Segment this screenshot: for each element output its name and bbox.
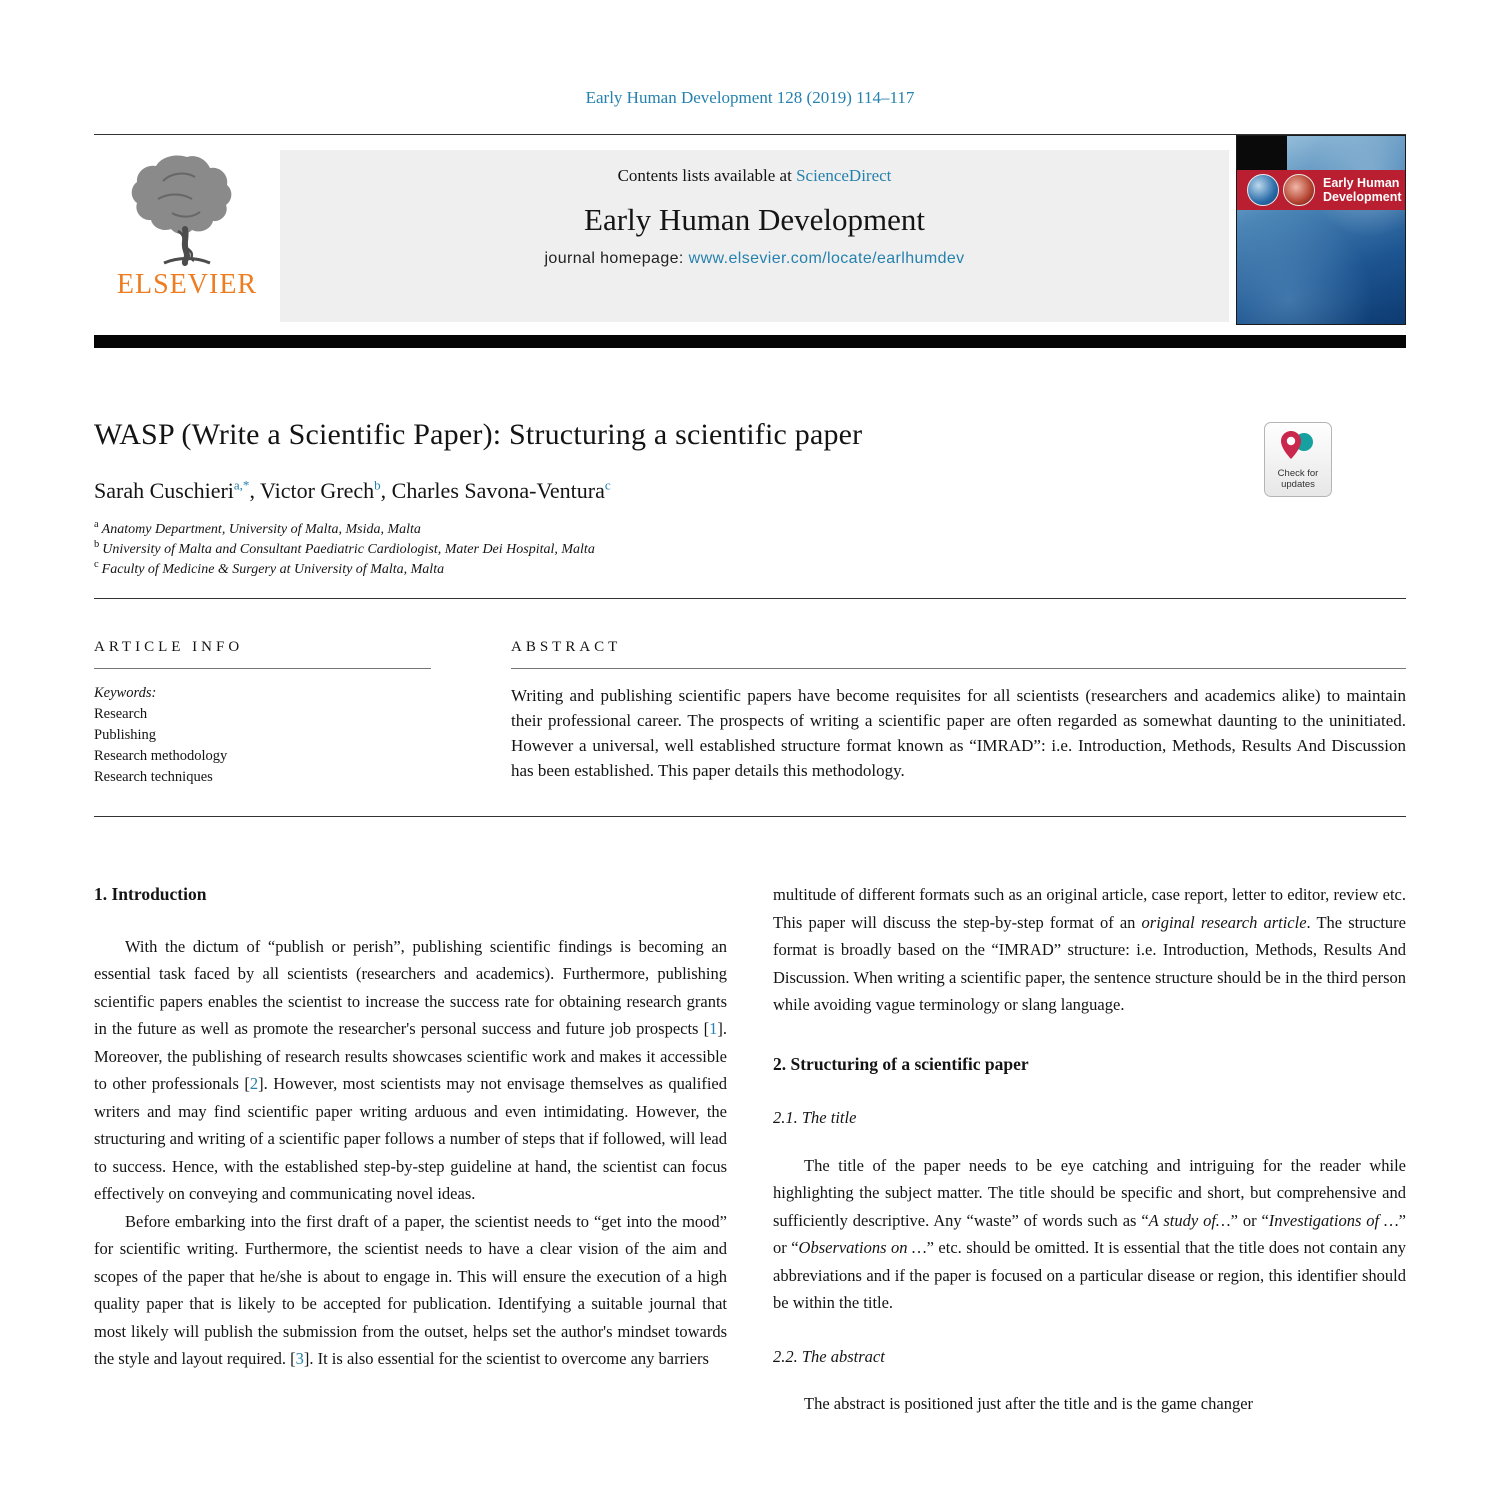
section-heading: 1. Introduction	[94, 884, 207, 904]
cover-corner-mark	[1237, 136, 1287, 170]
cover-title: Early Human Development	[1323, 176, 1402, 204]
keyword: Publishing	[94, 727, 157, 743]
paragraph: The title of the paper needs to be eye catching and intriguing for the reader while highlighting the subject matter. The title should be specific and short, but comprehensive and sufficiently descriptive. Any “waste” of words such as “A study of…” or “Investigations of …” or “Observations on …” etc. should be omitted. It is essential that the title does not contain any abbreviations and if the paper is focused on a particular disease or region, this identifier should be within the title.	[773, 1155, 1406, 1312]
journal-banner	[280, 150, 1229, 322]
emphasized-text: Observations on …	[798, 1238, 927, 1257]
affiliations	[94, 520, 1406, 580]
title-block	[94, 418, 1406, 580]
info-abstract-section	[94, 598, 1406, 817]
elsevier-logo[interactable]	[94, 135, 280, 301]
section-heading: 2. Structuring of a scientific paper	[773, 1053, 1029, 1074]
contents-line	[280, 166, 1229, 186]
keyword: Research	[94, 706, 148, 722]
paragraph: multitude of different formats such as an original article, case report, letter to editor, review etc. This paper will discuss the step-by-step format of an original research article. The structure format is broadly based on the “IMRAD” structure: i.e. Introduction, Methods, Results And Discussion. When writing a scientific paper, the sentence structure should be in the third person while avoiding vague terminology or slang language.	[773, 885, 1406, 1014]
affiliation: $^b$ University of Malta and Consultant Paediatric Cardiologist, Mater Dei Hospital, Malta	[94, 539, 595, 557]
left-column	[94, 881, 727, 1418]
homepage-link[interactable]: www.elsevier.com/locate/earlhumdev	[688, 250, 965, 267]
author-affiliation-sup: a,*	[233, 477, 250, 493]
citation-link[interactable]: 1	[709, 1019, 718, 1038]
article-info-heading: ARTICLE INFO	[94, 639, 431, 669]
check-updates-badge[interactable]	[1264, 422, 1332, 497]
sciencedirect-link[interactable]: ScienceDirect	[796, 166, 892, 185]
keyword: Research techniques	[94, 769, 213, 785]
paragraph: Before embarking into the first draft of a paper, the scientist needs to “get into the mood” for scientific writing. Furthermore, the scientist needs to have a clear vision of the aim and scopes of the paper that he/she is about to engage in. This will ensure the execution of a high quality paper that is likely to be accepted for publication. Identifying a suitable journal that most likely will publish the submission from the outset, helps set the author's mindset towards the style and layout required. [3]. It is also essential for the scientist to overcome any barriers	[94, 1211, 727, 1368]
cover-circle-image	[1283, 174, 1315, 206]
homepage-line	[280, 250, 1229, 268]
citation-link[interactable]: 3	[295, 1349, 304, 1368]
author: , Charles Savona-Ventura$^c$	[380, 477, 611, 503]
subsection-heading: 2.2. The abstract	[773, 1346, 885, 1366]
cover-circle-image	[1247, 174, 1279, 206]
emphasized-text: original research article	[1141, 912, 1307, 932]
journal-citation[interactable]: Early Human Development 128 (2019) 114–117	[585, 88, 915, 107]
authors-line	[94, 478, 1406, 504]
journal-title: Early Human Development	[584, 202, 925, 237]
abstract-heading: ABSTRACT	[511, 639, 1406, 669]
keywords-label: Keywords:	[94, 685, 157, 701]
emphasized-text: Investigations of …	[1268, 1210, 1399, 1230]
author-name: Victor Grech	[260, 478, 375, 503]
article-body	[94, 881, 1406, 1418]
contents-prefix: Contents lists available at	[617, 166, 797, 185]
affiliation: $^c$ Faculty of Medicine & Surgery at University of Malta, Malta	[94, 559, 445, 577]
author	[94, 478, 249, 503]
header-black-bar	[94, 335, 1406, 348]
author: , Victor Grech$^b$	[249, 477, 381, 503]
crossmark-icon	[1279, 429, 1317, 461]
keyword: Research methodology	[94, 748, 228, 764]
emphasized-text: A study of…	[1148, 1210, 1231, 1230]
article-info-column	[94, 639, 431, 788]
author-affiliation-sup: c	[604, 477, 611, 493]
journal-cover	[1236, 135, 1406, 325]
elsevier-wordmark: ELSEVIER	[116, 269, 258, 300]
masthead	[94, 135, 1406, 325]
article-title: WASP (Write a Scientific Paper): Structuring a scientific paper	[94, 418, 863, 451]
paragraph: The abstract is positioned just after the title and is the game changer	[804, 1394, 1254, 1413]
right-column	[773, 881, 1406, 1418]
check-updates-label: Check for updates	[1277, 468, 1319, 490]
abstract-column	[511, 639, 1406, 788]
paragraph: With the dictum of “publish or perish”, publishing scientific findings is becoming an essential task faced by all scientists (researchers and academics). Furthermore, publishing scientific papers enables the scientist to increase the success rate for obtaining research grants in the future as well as promote the researcher's personal success and future job prospects [1]. Moreover, the publishing of research results showcases scientific work and makes it accessible to other professionals [2]. However, most scientists may not envisage themselves as qualified writers and may find scientific paper writing arduous and even intimidating. However, the structuring and writing of a scientific paper follows a number of steps that if followed, will lead to success. Hence, with the established step-by-step guideline at hand, the scientist can focus effectively on conveying and communicating novel ideas.	[94, 936, 727, 1203]
author-affiliation-sup: b	[374, 477, 381, 493]
author-name: Charles Savona-Ventura	[391, 478, 605, 503]
author-name: Sarah Cuschieri	[94, 478, 234, 503]
elsevier-tree-icon	[128, 151, 246, 267]
abstract-text: Writing and publishing scientific papers have become requisites for all scientists (researchers and academics alike) to maintain their professional career. The prospects of writing a scientific paper are often regarded as somewhat daunting to the uninitiated. However a universal, well established structure format known as “IMRAD”: i.e. Introduction, Methods, Results And Discussion has been established. This paper details this methodology.	[511, 686, 1406, 780]
subsection-heading: 2.1. The title	[773, 1108, 857, 1127]
homepage-label: journal homepage:	[544, 250, 689, 267]
citation-link[interactable]: 2	[249, 1074, 259, 1093]
affiliation: $^a$ Anatomy Department, University of Malta, Msida, Malta	[94, 519, 421, 537]
